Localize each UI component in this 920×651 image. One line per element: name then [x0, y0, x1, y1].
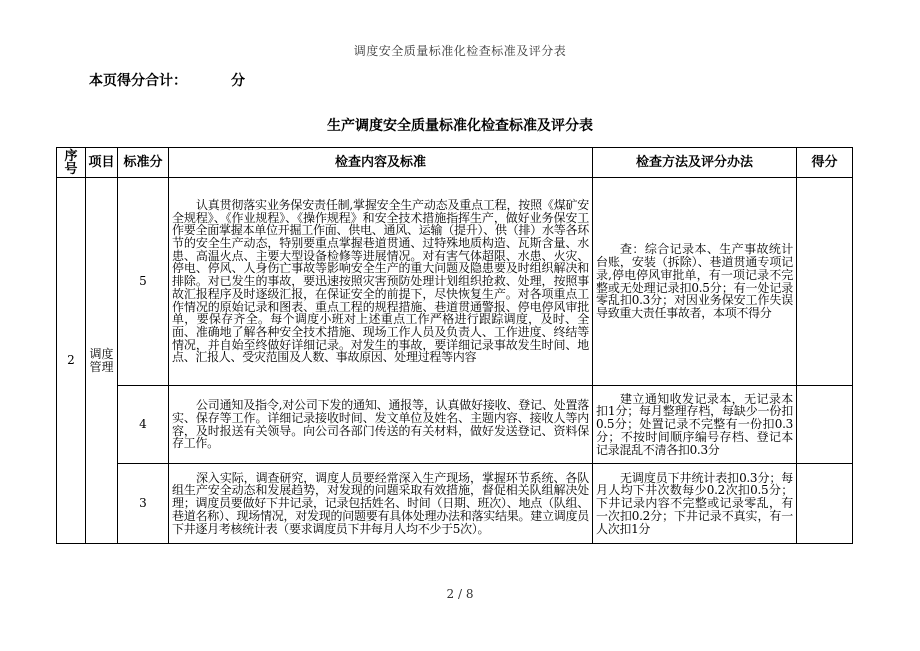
- col-header-content: 检查内容及标准: [169, 148, 593, 178]
- cell-std: 4: [118, 386, 169, 464]
- cell-method: 查：综合记录本、生产事故统计台账，安装（拆除）、巷道贯通专项记录,停电停风审批单，有一项记录不完整或无处理记录扣0.5分；有一处记录零乱扣0.3分；对因业务保安工作失误导致重大责任事故者，本项不得分: [593, 178, 797, 386]
- table-row: [57, 464, 853, 544]
- col-header-item: 项目: [86, 148, 118, 178]
- table-header-row: [57, 148, 853, 178]
- cell-content: 公司通知及指令,对公司下发的通知、通报等，认真做好接收、登记、处置落实、保存等工作。详细记录接收时间、发文单位及姓名、主题内容、接收人等内容，及时报送有关领导。向公司各部门传送的有关材料，做好发送登记、资料保存工作。: [169, 386, 593, 464]
- cell-seq: 2: [57, 178, 86, 544]
- score-summary-unit: 分: [231, 73, 245, 89]
- cell-method: 无调度员下井统计表扣0.3分；每月人均下井次数每少0.2次扣0.5分；下井记录内容不完整或记录零乱，有一次扣0.2分；下井记录不真实，有一人次扣1分: [593, 464, 797, 544]
- col-header-score: 得分: [797, 148, 853, 178]
- page-number: 2 / 8: [446, 587, 474, 601]
- cell-score[interactable]: [797, 386, 853, 464]
- col-header-std: 标准分: [118, 148, 169, 178]
- cell-std: 5: [118, 178, 169, 386]
- cell-score[interactable]: [797, 178, 853, 386]
- score-table: [56, 147, 853, 544]
- cell-content: 认真贯彻落实业务保安责任制,掌握安全生产动态及重点工程，按照《煤矿安全规程》、《作业规程》、《操作规程》和安全技术措施指挥生产，做好业务保安工作要全面掌握本单位开掘工作面、供电、通风、运输（提升）、供（排）水等各环节的安全生产动态，特别要重点掌握巷道贯通、过特殊地质构造、瓦斯含量、水患、高温火点、主要大型设备检修等进展情况。对有害气体超限、水患、火灾、停电、停风、人身伤亡事故等影响安全生产的重大问题及隐患要及时组织解决和排除。对已发生的事故，要迅速按照灾害预防处理计划组织抢救、处理，按照事故汇报程序及时逐级汇报，在保证安全的前提下，尽快恢复生产。对各项重点工作情况的原始记录和图表、重点工程的规程措施、巷道贯通警报、停电停风审批单，要保存齐全。每个调度小班对上述重点工作严格进行跟踪调度，及时、全面、准确地了解各种安全技术措施、现场工作人员及负责人、工作进度、终结等情况，并自始至终做好详细记录。对发生的事故，要详细记录事故发生时间、地点、汇报人、受灾范围及人数、事故原因、处理过程等内容: [169, 178, 593, 386]
- table-row: [57, 178, 853, 386]
- cell-score[interactable]: [797, 464, 853, 544]
- col-header-method: 检查方法及评分办法: [593, 148, 797, 178]
- page-score-summary: [89, 70, 245, 90]
- table-title: 生产调度安全质量标准化检查标准及评分表: [327, 118, 593, 134]
- table-row: [57, 386, 853, 464]
- score-summary-label: 本页得分合计：: [89, 73, 187, 89]
- page-header-title: 调度安全质量标准化检查标准及评分表: [353, 44, 567, 58]
- cell-content: 深入实际，调查研究，调度人员要经常深入生产现场，掌握环节系统、各队组生产安全动态和发展趋势，对发现的问题采取有效措施，督促相关队组解决处理；调度员要做好下井记录，记录包括姓名、时间（日期、班次）、地点（队组、巷道名称）、现场情况，对发现的问题要有具体处理办法和落实结果。建立调度员下井逐月考核统计表（要求调度员下井每月人均不少于5次）。: [169, 464, 593, 544]
- col-header-seq: 序号: [57, 148, 86, 178]
- cell-std: 3: [118, 464, 169, 544]
- cell-method: 建立通知收发记录本，无记录本扣1分；每月整理存档，每缺少一份扣0.5分；处置记录不完整有一份扣0.3分；不按时间顺序编号存档、登记本记录混乱不清各扣0.3分: [593, 386, 797, 464]
- cell-item: 调度管理: [86, 178, 118, 544]
